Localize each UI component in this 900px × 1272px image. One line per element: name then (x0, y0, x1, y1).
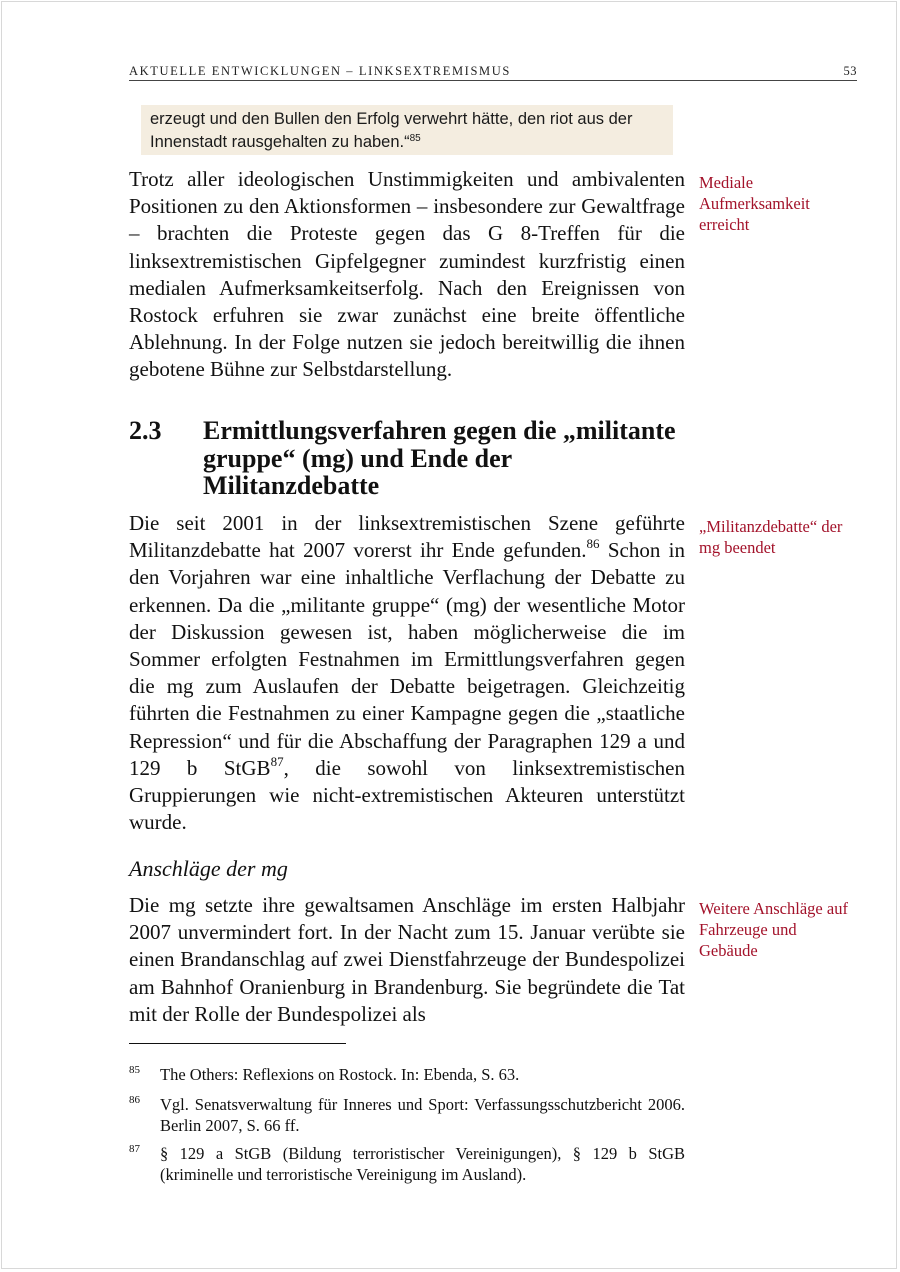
header-rule (129, 80, 857, 81)
quote-text: erzeugt und den Bullen den Erfolg verwehrt hätte, den riot aus der Innenstadt rausgehalten zu haben.“ (150, 110, 633, 151)
margin-note-3: Weitere Anschläge auf Fahrzeuge und Gebäude (699, 899, 848, 960)
margin-note-2: „Militanzdebatte“ der mg beendet (699, 517, 843, 557)
running-header (129, 64, 857, 79)
paragraph-2-part-3: , die sowohl von linksextremistischen Gruppierungen wie nicht-extremistischen Akteuren unterstützt wurde. (129, 755, 686, 835)
quote-box (141, 105, 673, 155)
footnote-85 (129, 1064, 685, 1085)
running-title: AKTUELLE ENTWICKLUNGEN – LINKSEXTREMISMUS (129, 64, 511, 78)
footnote-ref-87[interactable]: 87 (270, 753, 284, 769)
footnote-ref-86[interactable]: 86 (586, 536, 600, 552)
footnote-rule (129, 1043, 346, 1044)
paragraph-1: Trotz aller ideologischen Unstimmigkeiten und ambivalenten Positionen zu den Aktionsformen – insbesondere zur Gewaltfrage – brachten die Proteste gegen das G 8-Treffen für die linksextremistischen Gipfelgegner zumindest kurzfristig einen medialen Aufmerksamkeitserfolg. Nach den Ereignissen von Rostock erfuhren sie zwar zunächst eine breite öffentliche Ablehnung. In der Folge nutzen sie jedoch bereitwillig die ihnen gebotene Bühne zur Selbstdarstellung. (129, 167, 685, 382)
footnote-86 (129, 1094, 685, 1136)
margin-note-1: Mediale Aufmerksamkeit erreicht (699, 173, 810, 234)
paragraph-3: Die mg setzte ihre gewaltsamen Anschläge im ersten Halbjahr 2007 unvermindert fort. In der Nacht zum 15. Januar verübte sie einen Brandanschlag auf zwei Dienstfahrzeuge der Bundespolizei am Bahnhof Oranienburg in Brandenburg. Sie begründete die Tat mit der Rolle der Bundespolizei als (129, 893, 685, 1026)
paragraph-2 (129, 510, 685, 836)
page-number: 53 (843, 64, 857, 78)
subheading: Anschläge der mg (129, 856, 288, 881)
paragraph-2-part-1: Die seit 2001 in der linksextremistischen Szene geführte Militanzdebatte hat 2007 vorerst ihr Ende gefunden. (129, 511, 685, 563)
footnote-text: The Others: Reflexions on Rostock. In: Ebenda, S. 63. (160, 1065, 520, 1084)
section-number: 2.3 (129, 416, 162, 445)
section-title: Ermittlungsverfahren gegen die „militante gruppe“ (mg) und Ende der Militanzdebatte (203, 416, 676, 500)
footnote-ref-85[interactable]: 85 (409, 133, 421, 144)
footnote-text: § 129 a StGB (Bildung terroristischer Vereinigungen), § 129 b StGB (kriminelle und terroristische Vereinigung im Ausland). (160, 1144, 685, 1184)
footnote-number: 87 (129, 1143, 140, 1155)
paragraph-2-part-2: Schon in den Vorjahren war eine inhaltliche Verflachung der Debatte zu erkennen. Da die „militante gruppe“ (mg) der wesentliche Motor der Diskussion gewesen ist, haben möglicherweise die im Sommer erfolgten Festnahmen im Ermittlungsverfahren gegen die mg zum Auslaufen der Debatte beigetragen. Gleichzeitig führten die Festnahmen zu einer Kampagne gegen die „staatliche Repression“ und für die Abschaffung der Paragraphen 129 a und 129 b StGB (129, 538, 685, 780)
footnote-text: Vgl. Senatsverwaltung für Inneres und Sport: Verfassungsschutzbericht 2006. Berlin 2007, S. 66 ff. (160, 1095, 685, 1135)
footnote-87 (129, 1143, 685, 1185)
footnote-number: 85 (129, 1064, 140, 1076)
footnote-number: 86 (129, 1094, 140, 1106)
